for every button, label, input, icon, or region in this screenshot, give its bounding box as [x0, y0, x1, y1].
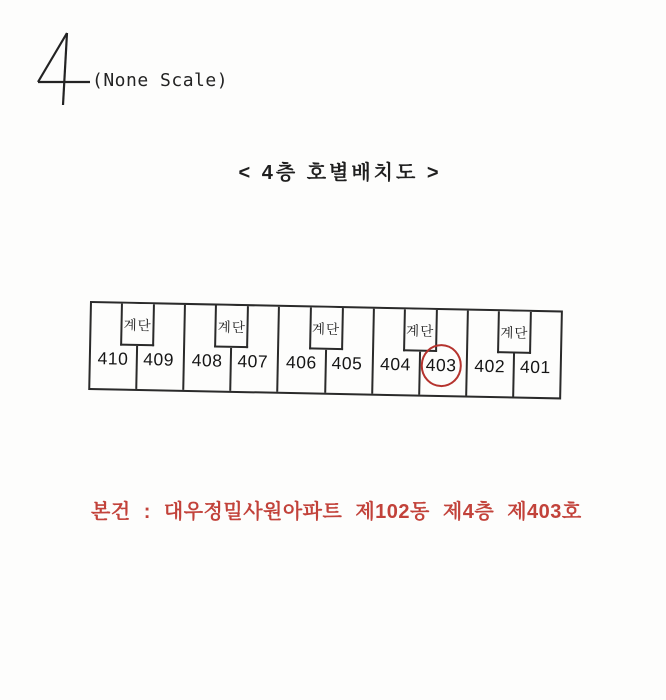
unit-pair-section-402-401: [467, 311, 561, 398]
unit-pair-section-408-407: [184, 305, 280, 392]
scale-note: (None Scale): [92, 70, 229, 91]
unit-cell-404: [375, 354, 416, 375]
unit-number: 401: [519, 356, 551, 377]
stairs-label: 계단: [217, 319, 246, 336]
unit-number: 408: [191, 349, 223, 371]
unit-number: 409: [143, 348, 175, 370]
highlight-circle-403: [420, 343, 462, 387]
unit-number: 404: [379, 353, 412, 374]
unit-number: 405: [331, 352, 363, 373]
unit-number: 406: [285, 351, 317, 373]
unit-number: 402: [474, 355, 506, 376]
subject-property-note: 본건 : 대우정밀사원아파트 제102동 제4층 제403호: [91, 501, 582, 523]
stairs-box: [309, 307, 344, 350]
unit-cell-406: [281, 352, 322, 373]
unit-number: 407: [237, 350, 269, 372]
page-title: < 4층 호별배치도 >: [238, 162, 442, 184]
floor-plan-outline: [88, 301, 563, 399]
unit-cell-409: [138, 349, 180, 370]
stairs-box: [497, 311, 532, 354]
unit-cell-408: [187, 350, 228, 371]
unit-number: 410: [97, 347, 129, 369]
unit-cell-403: [420, 343, 462, 388]
unit-cell-405: [326, 353, 368, 374]
numeral-4-strokes: [30, 25, 100, 110]
unit-cell-402: [469, 356, 510, 377]
unit-cell-407: [232, 351, 274, 372]
stairs-box: [120, 304, 155, 347]
unit-pair-section-410-409: [90, 303, 186, 390]
unit-pair-section-406-405: [279, 307, 375, 394]
stairs-label: 계단: [311, 321, 341, 338]
unit-pair-section-404-403: [373, 309, 469, 396]
unit-cell-410: [92, 348, 133, 369]
figure-number-4-mark: [30, 25, 100, 110]
stairs-label: 계단: [123, 317, 152, 334]
unit-number: 403: [425, 354, 457, 375]
stairs-box: [214, 306, 249, 349]
stairs-label: 계단: [500, 325, 529, 341]
stairs-label: 계단: [405, 323, 435, 339]
unit-cell-401: [514, 357, 556, 378]
